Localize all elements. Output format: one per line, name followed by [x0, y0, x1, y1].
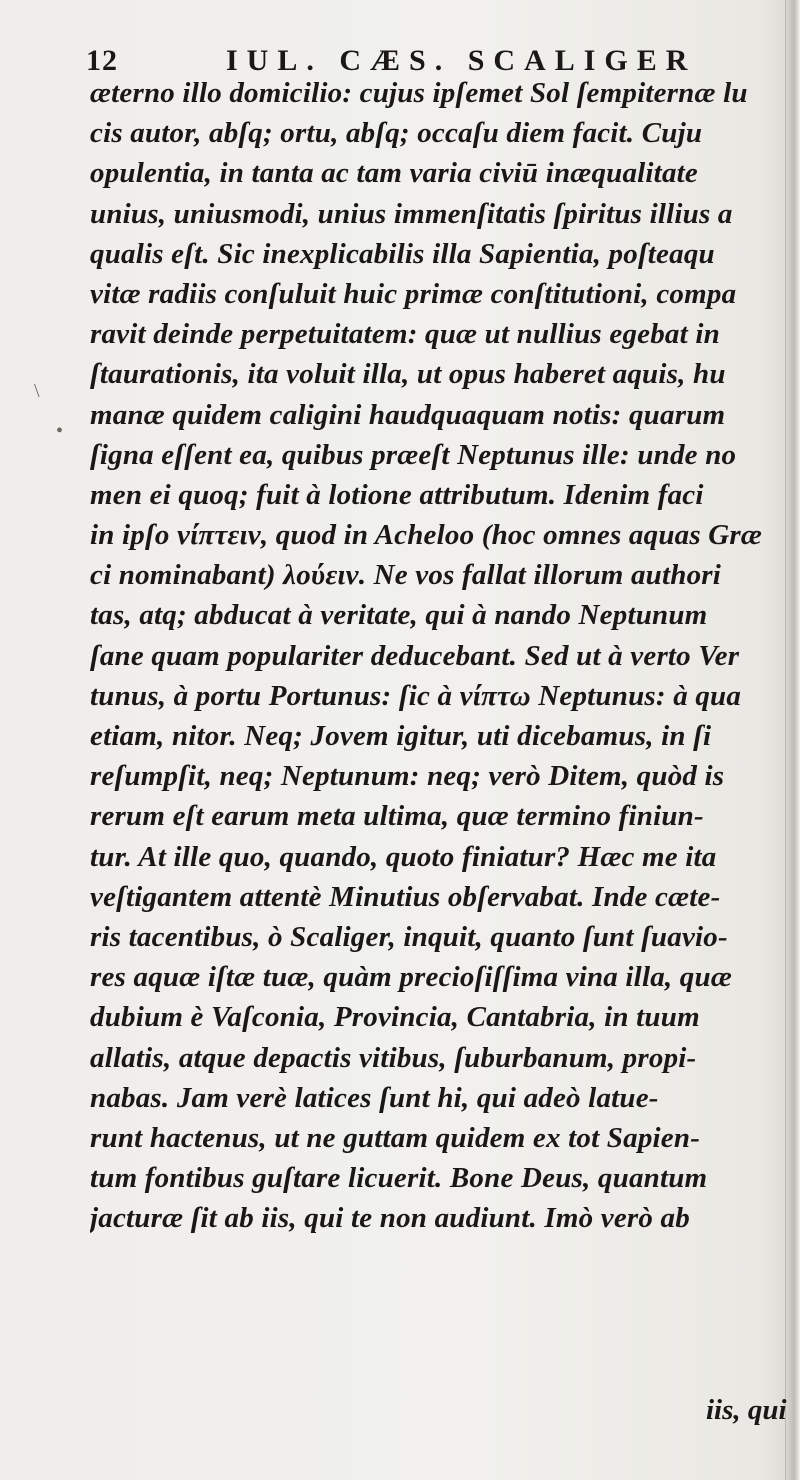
text-line: ravit deinde perpetuitatem: quæ ut nullius egebat in	[90, 318, 720, 351]
text-line: men ei quoq; fuit à lotione attributum. Idenim faci	[90, 478, 704, 511]
text-line: ci nominabant) λούειν. Ne vos fallat illorum authori	[90, 559, 722, 592]
text-line: opulentia, in tanta ac tam varia civiū inæqualitate	[90, 157, 698, 190]
text-line: tur. At ille quo, quando, quoto finiatur? Hæc me ita	[90, 840, 717, 873]
text-line: rerum eſt earum meta ultima, quæ termino finiun-	[90, 800, 704, 833]
text-line: allatis, atque depactis vitibus, ſuburbanum, propi-	[90, 1041, 697, 1074]
text-line: ſane quam populariter deducebant. Sed ut à verto Ver	[90, 639, 740, 672]
text-line: cis autor, abſq; ortu, abſq; occaſu diem facit. Cuju	[90, 117, 703, 150]
text-line: ſtaurationis, ita voluit illa, ut opus haberet aquis, hu	[90, 358, 726, 391]
page-number: 12	[86, 44, 118, 77]
text-line: reſumpſit, neq; Neptunum: neq; verò Ditem, quòd is	[90, 760, 725, 793]
text-line: tas, atq; abducat à veritate, qui à nando Neptunum	[90, 599, 708, 632]
margin-mark: \	[34, 380, 40, 402]
text-line: tum fontibus guſtare licuerit. Bone Deus, quantum	[90, 1162, 708, 1195]
text-line: vitæ radiis conſuluit huic primæ conſtitutioni, compa	[90, 277, 737, 310]
text-line: nabas. Jam verè latices ſunt hi, qui adeò latue-	[90, 1081, 659, 1114]
text-line: ſigna eſſent ea, quibus præeſt Neptunus ille: unde no	[90, 438, 737, 471]
text-line: veſtigantem attentè Minutius obſervabat. Inde cæte-	[90, 880, 721, 913]
running-head: IUL. CÆS. SCALIGER	[226, 44, 697, 77]
text-line: manæ quidem caligini haudquaquam notis: quarum	[90, 398, 726, 431]
page-gutter	[785, 0, 800, 1480]
text-line: qualis eſt. Sic inexplicabilis illa Sapientia, poſteaqu	[90, 237, 715, 270]
text-line: res aquæ iſtæ tuæ, quàm precioſiſſima vina illa, quæ	[90, 961, 732, 994]
body-text	[90, 73, 780, 1238]
margin-mark: •	[56, 420, 64, 442]
text-line: tunus, à portu Portunus: ſic à νίπτω Neptunus: à qua	[90, 679, 742, 712]
text-line: jacturæ ſit ab iis, qui te non audiunt. Imò verò ab	[90, 1202, 690, 1235]
text-line: ris tacentibus, ò Scaliger, inquit, quanto ſunt ſuavio-	[90, 920, 728, 953]
text-line: runt hactenus, ut ne guttam quidem ex tot Sapien-	[90, 1121, 701, 1154]
catchword: iis, qui	[706, 1394, 787, 1426]
text-line: dubium è Vaſconia, Provincia, Cantabria, in tuum	[90, 1001, 700, 1034]
text-line: etiam, nitor. Neq; Jovem igitur, uti dicebamus, in ſi	[90, 720, 712, 752]
text-line: in ipſo νίπτειν, quod in Acheloo (hoc omnes aquas Græ	[90, 519, 763, 552]
text-line: æterno illo domicilio: cujus ipſemet Sol ſempiternæ lu	[90, 77, 748, 109]
text-line: unius, uniusmodi, unius immenſitatis ſpiritus illius a	[90, 197, 733, 230]
